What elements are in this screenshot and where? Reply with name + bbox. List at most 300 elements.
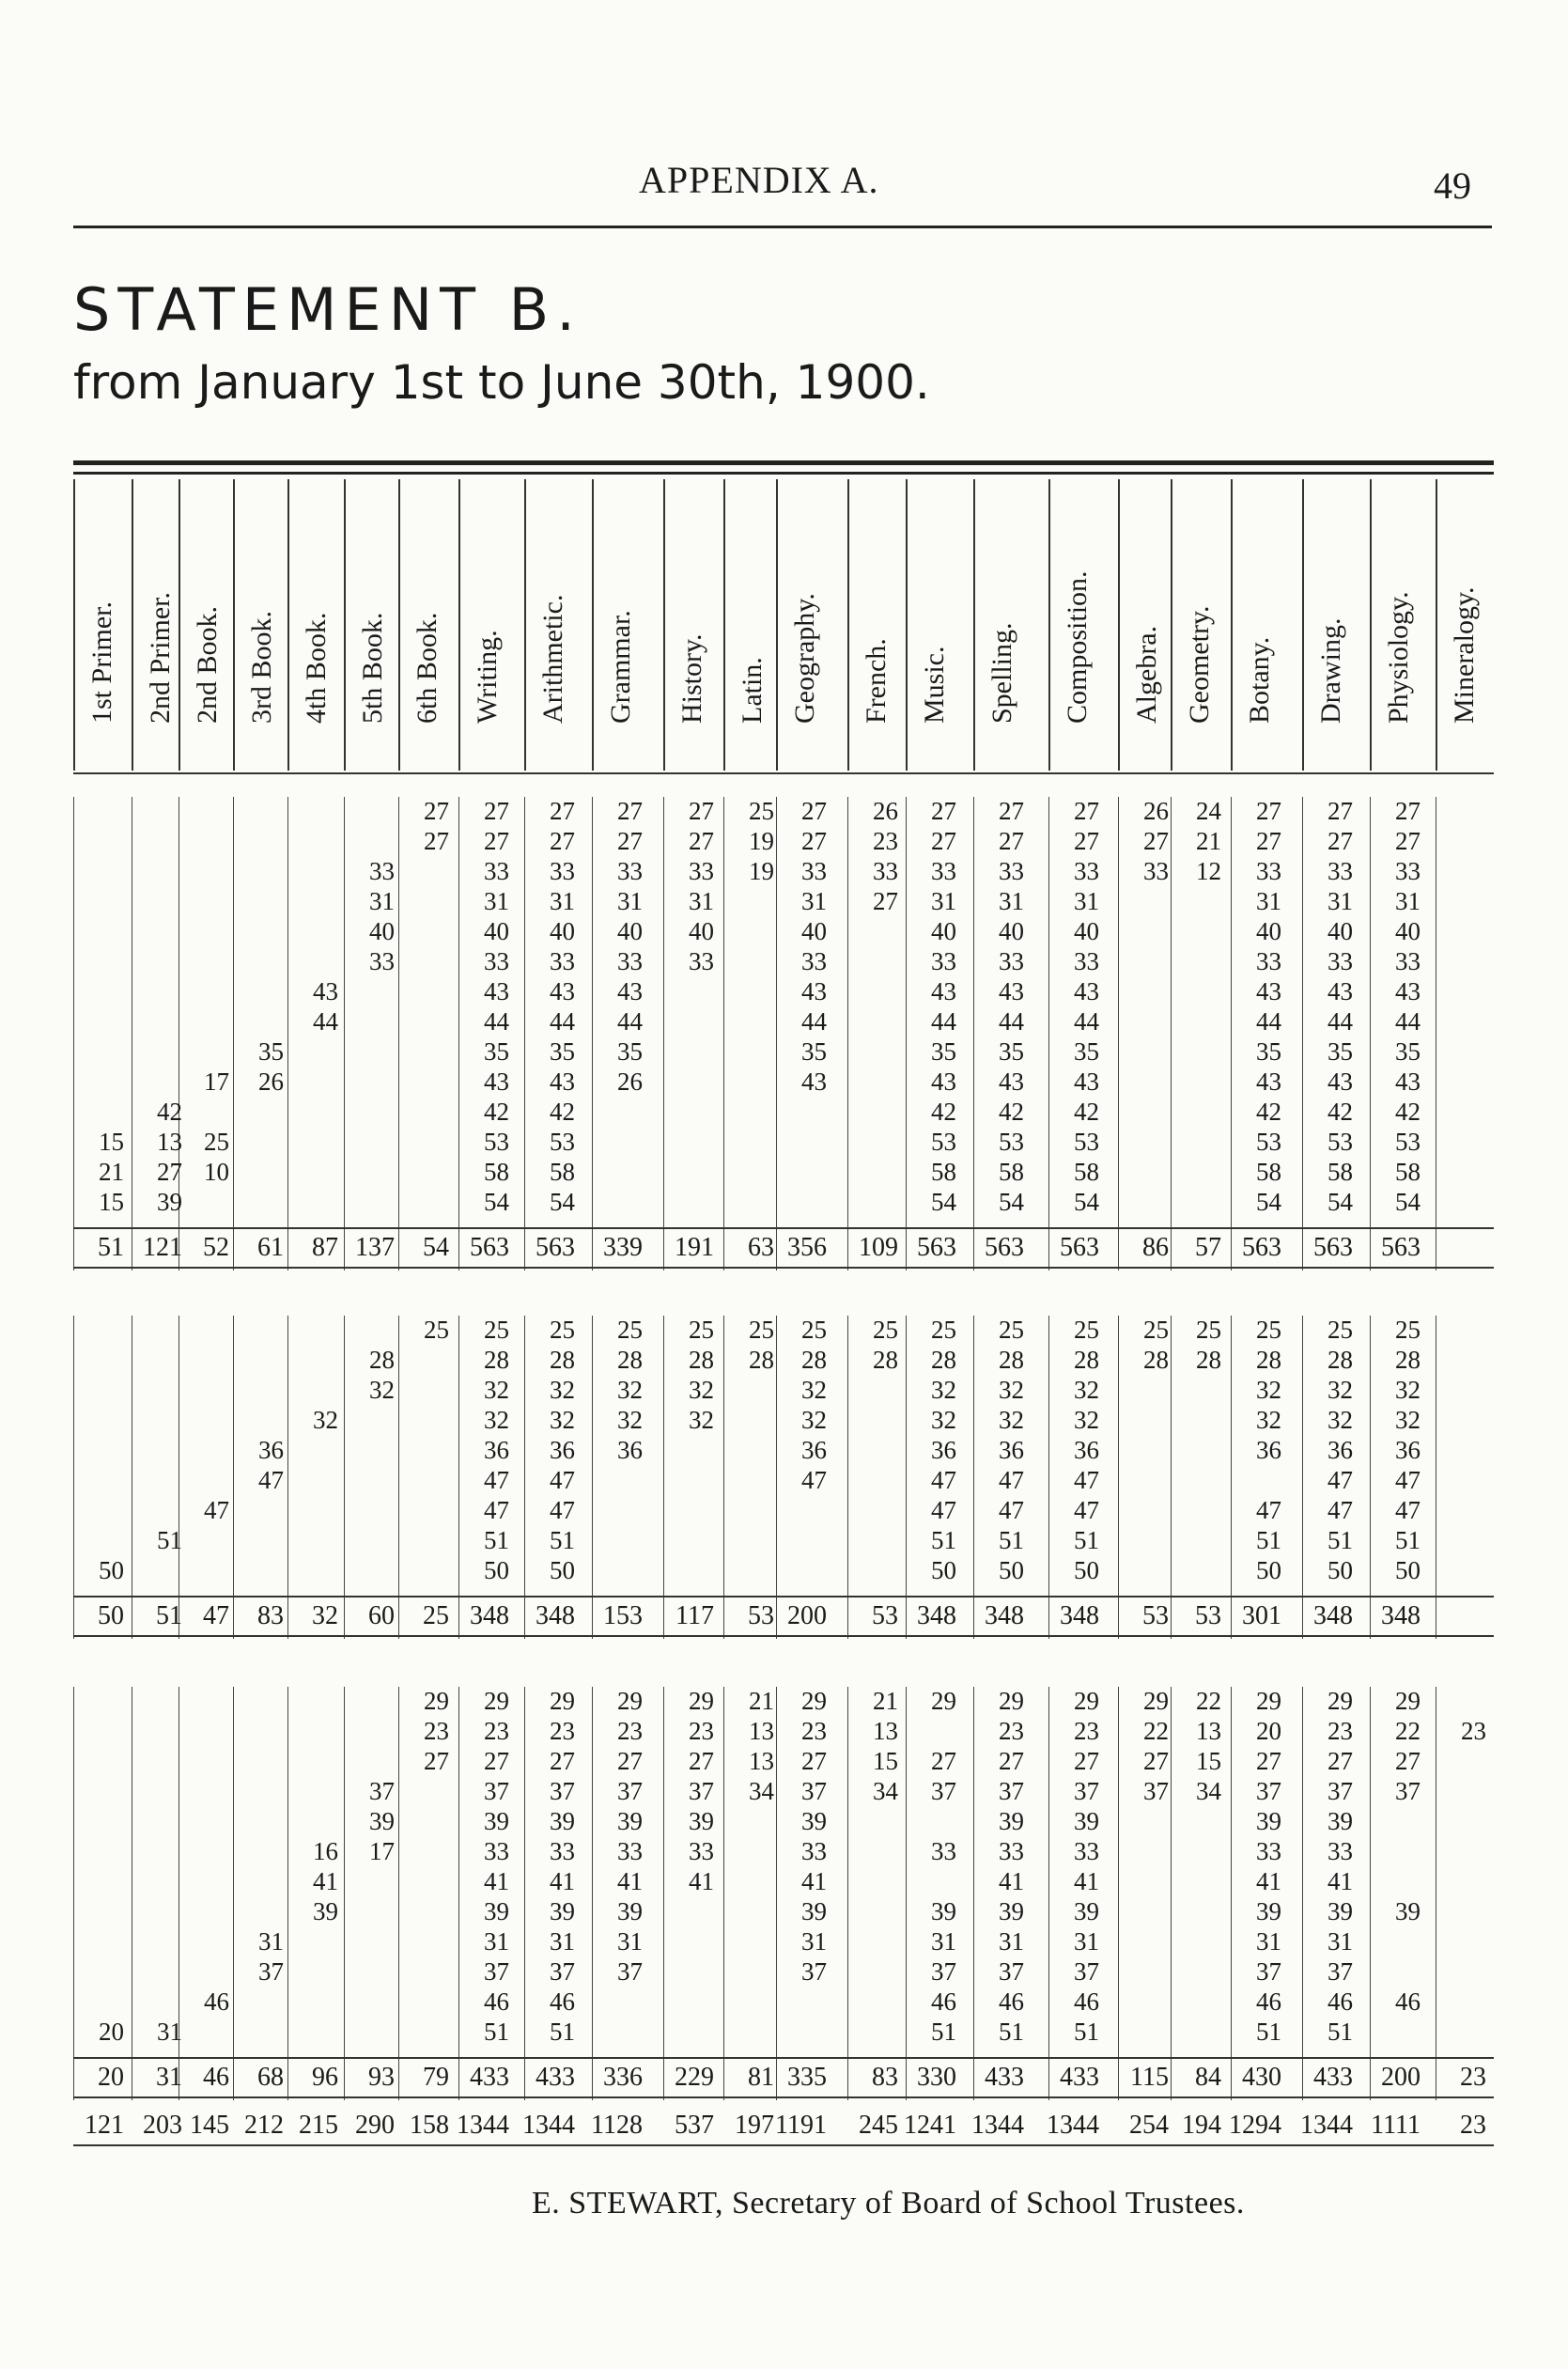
statement-subtitle: from January 1st to June 30th, 1900. xyxy=(73,355,930,410)
school-block xyxy=(73,1687,1494,2100)
table-cell: 47 xyxy=(484,1466,509,1494)
table-cell: 27 xyxy=(550,797,575,825)
table-cell: 25 xyxy=(749,797,774,825)
table-cell: 36 xyxy=(258,1436,284,1464)
table-cell: 25 xyxy=(424,1316,449,1344)
block-total-row xyxy=(73,2057,1494,2098)
table-cell: 36 xyxy=(484,1436,509,1464)
table-cell: 21 xyxy=(749,1687,774,1715)
table-cell: 36 xyxy=(1327,1436,1353,1464)
table-top-rule xyxy=(73,460,1494,465)
table-cell: 28 xyxy=(931,1346,956,1374)
signature-line: E. STEWART, Secretary of Board of School Trustees. xyxy=(532,2186,1245,2221)
table-cell: 54 xyxy=(999,1188,1024,1216)
table-cell: 35 xyxy=(1074,1037,1099,1066)
table-cell: 26 xyxy=(1143,797,1169,825)
table-cell: 44 xyxy=(1395,1007,1421,1036)
table-cell: 40 xyxy=(1395,917,1421,945)
table-cell: 33 xyxy=(689,1837,714,1865)
table-cell: 33 xyxy=(999,857,1024,885)
total-cell: 51 xyxy=(98,1233,124,1262)
table-cell: 39 xyxy=(550,1897,575,1925)
table-cell: 32 xyxy=(1395,1376,1421,1404)
table-cell: 32 xyxy=(313,1406,338,1434)
grand-total-row xyxy=(73,2105,1494,2146)
table-cell: 43 xyxy=(931,1068,956,1096)
table-cell: 27 xyxy=(1256,827,1281,855)
table-cell: 39 xyxy=(484,1897,509,1925)
table-cell: 23 xyxy=(484,1717,509,1745)
total-cell: 50 xyxy=(98,1601,124,1630)
grand-total-cell: 1111 xyxy=(1371,2111,1421,2140)
table-cell: 32 xyxy=(931,1376,956,1404)
table-cell: 33 xyxy=(931,857,956,885)
table-cell: 32 xyxy=(689,1376,714,1404)
table-cell: 35 xyxy=(484,1037,509,1066)
table-cell: 47 xyxy=(204,1496,229,1524)
table-cell: 37 xyxy=(689,1777,714,1805)
table-cell: 31 xyxy=(484,1927,509,1956)
block-total-row xyxy=(73,1596,1494,1637)
total-cell: 433 xyxy=(1060,2063,1099,2092)
table-cell: 58 xyxy=(1074,1158,1099,1186)
table-cell: 39 xyxy=(617,1897,643,1925)
table-cell: 44 xyxy=(550,1007,575,1036)
table-cell: 32 xyxy=(617,1376,643,1404)
total-cell: 137 xyxy=(355,1233,395,1262)
table-cell: 31 xyxy=(484,887,509,915)
table-cell: 43 xyxy=(1327,977,1353,1005)
table-cell: 33 xyxy=(801,857,827,885)
table-cell: 28 xyxy=(873,1346,898,1374)
grand-total-cell: 1344 xyxy=(1047,2111,1099,2140)
table-cell: 33 xyxy=(801,1837,827,1865)
column-header xyxy=(1231,479,1287,771)
table-cell: 31 xyxy=(617,887,643,915)
table-cell: 47 xyxy=(484,1496,509,1524)
total-cell: 96 xyxy=(312,2063,338,2092)
table-cell: 46 xyxy=(1256,1987,1281,2016)
total-cell: 356 xyxy=(787,1233,827,1262)
table-cell: 37 xyxy=(1074,1957,1099,1986)
table-cell: 33 xyxy=(689,857,714,885)
column-header-label: History. xyxy=(676,633,707,724)
table-cell: 43 xyxy=(550,977,575,1005)
table-cell: 29 xyxy=(1395,1687,1421,1715)
table-cell: 25 xyxy=(1143,1316,1169,1344)
column-header-label: Geography. xyxy=(789,593,820,724)
table-cell: 32 xyxy=(1074,1406,1099,1434)
table-cell: 25 xyxy=(873,1316,898,1344)
table-cell: 58 xyxy=(931,1158,956,1186)
table-cell: 37 xyxy=(1143,1777,1169,1805)
table-cell: 28 xyxy=(749,1346,774,1374)
table-cell: 27 xyxy=(931,827,956,855)
table-cell: 42 xyxy=(550,1098,575,1126)
column-header-label: Grammar. xyxy=(605,610,636,724)
total-cell: 336 xyxy=(603,2063,643,2092)
table-cell: 27 xyxy=(1327,1747,1353,1775)
total-cell: 63 xyxy=(748,1233,774,1262)
grand-total-cell: 1344 xyxy=(522,2111,575,2140)
grand-total-cell: 145 xyxy=(190,2111,229,2140)
table-cell: 51 xyxy=(931,1526,956,1554)
table-cell: 41 xyxy=(313,1867,338,1895)
grand-total-cell: 245 xyxy=(859,2111,898,2140)
table-cell: 22 xyxy=(1196,1687,1221,1715)
total-cell: 84 xyxy=(1195,2063,1221,2092)
table-cell: 27 xyxy=(484,797,509,825)
table-cell: 54 xyxy=(1327,1188,1353,1216)
grand-total-cell: 1294 xyxy=(1229,2111,1281,2140)
grand-total-cell: 203 xyxy=(143,2111,182,2140)
column-header-label: Algebra. xyxy=(1131,625,1162,724)
table-cell: 28 xyxy=(550,1346,575,1374)
table-cell: 43 xyxy=(313,977,338,1005)
table-cell: 27 xyxy=(1074,797,1099,825)
column-header-label: 4th Book. xyxy=(301,612,332,724)
table-cell: 42 xyxy=(1256,1098,1281,1126)
total-cell: 60 xyxy=(368,1601,395,1630)
table-cell: 54 xyxy=(1074,1188,1099,1216)
table-cell: 39 xyxy=(931,1897,956,1925)
grand-total-cell: 1241 xyxy=(904,2111,956,2140)
table-cell: 27 xyxy=(1143,1747,1169,1775)
table-cell: 27 xyxy=(484,827,509,855)
column-header xyxy=(723,479,780,771)
table-cell: 27 xyxy=(1256,797,1281,825)
total-cell: 229 xyxy=(675,2063,714,2092)
table-cell: 44 xyxy=(484,1007,509,1036)
column-divider xyxy=(233,1687,234,2100)
table-cell: 51 xyxy=(550,1526,575,1554)
table-cell: 39 xyxy=(801,1897,827,1925)
table-cell: 33 xyxy=(617,947,643,975)
column-header-label: Writing. xyxy=(472,630,503,724)
table-cell: 33 xyxy=(1074,1837,1099,1865)
total-cell: 563 xyxy=(536,1233,575,1262)
table-cell: 25 xyxy=(1256,1316,1281,1344)
table-cell: 35 xyxy=(801,1037,827,1066)
table-cell: 40 xyxy=(1256,917,1281,945)
statement-title: STATEMENT B. xyxy=(73,275,582,344)
table-cell: 31 xyxy=(550,1927,575,1956)
table-cell: 23 xyxy=(873,827,898,855)
table-cell: 40 xyxy=(689,917,714,945)
table-cell: 43 xyxy=(1074,977,1099,1005)
table-cell: 15 xyxy=(99,1128,124,1156)
column-header-label: 5th Book. xyxy=(357,612,388,724)
table-cell: 35 xyxy=(258,1037,284,1066)
table-cell: 32 xyxy=(801,1376,827,1404)
total-cell: 433 xyxy=(1313,2063,1353,2092)
table-cell: 39 xyxy=(689,1807,714,1835)
table-cell: 53 xyxy=(550,1128,575,1156)
table-cell: 46 xyxy=(1074,1987,1099,2016)
table-cell: 35 xyxy=(1256,1037,1281,1066)
table-cell: 27 xyxy=(1327,797,1353,825)
column-header-label: 1st Primer. xyxy=(86,600,117,724)
table-cell: 40 xyxy=(617,917,643,945)
total-rule xyxy=(73,1267,1494,1269)
table-cell: 27 xyxy=(424,797,449,825)
table-cell: 27 xyxy=(689,827,714,855)
table-cell: 32 xyxy=(1256,1376,1281,1404)
table-cell: 51 xyxy=(484,1526,509,1554)
table-cell: 39 xyxy=(999,1807,1024,1835)
table-cell: 22 xyxy=(1143,1717,1169,1745)
table-cell: 31 xyxy=(369,887,395,915)
table-cell: 43 xyxy=(801,1068,827,1096)
table-cell: 37 xyxy=(1256,1777,1281,1805)
table-cell: 33 xyxy=(550,1837,575,1865)
table-cell: 33 xyxy=(550,857,575,885)
table-cell: 31 xyxy=(1074,1927,1099,1956)
table-cell: 33 xyxy=(801,947,827,975)
table-cell: 40 xyxy=(931,917,956,945)
table-cell: 29 xyxy=(484,1687,509,1715)
table-cell: 31 xyxy=(157,2018,182,2046)
table-cell: 25 xyxy=(801,1316,827,1344)
total-cell: 348 xyxy=(1381,1601,1421,1630)
table-cell: 33 xyxy=(1143,857,1169,885)
table-cell: 44 xyxy=(1256,1007,1281,1036)
table-cell: 42 xyxy=(1327,1098,1353,1126)
table-cell: 28 xyxy=(1395,1346,1421,1374)
total-cell: 83 xyxy=(257,1601,284,1630)
table-cell: 37 xyxy=(1327,1957,1353,1986)
table-cell: 29 xyxy=(550,1687,575,1715)
table-cell: 16 xyxy=(313,1837,338,1865)
table-cell: 27 xyxy=(931,1747,956,1775)
table-cell: 53 xyxy=(999,1128,1024,1156)
table-cell: 51 xyxy=(1256,1526,1281,1554)
table-cell: 37 xyxy=(550,1957,575,1986)
table-cell: 31 xyxy=(1395,887,1421,915)
total-cell: 23 xyxy=(1460,2063,1486,2092)
table-cell: 46 xyxy=(999,1987,1024,2016)
column-header-label: 6th Book. xyxy=(411,612,442,724)
total-cell: 433 xyxy=(470,2063,509,2092)
table-cell: 47 xyxy=(1395,1496,1421,1524)
grand-total-cell: 537 xyxy=(675,2111,714,2140)
table-cell: 31 xyxy=(801,1927,827,1956)
table-cell: 50 xyxy=(1074,1556,1099,1584)
table-cell: 42 xyxy=(157,1098,182,1126)
table-cell: 27 xyxy=(801,1747,827,1775)
running-title: APPENDIX A. xyxy=(639,159,879,201)
table-cell: 32 xyxy=(369,1376,395,1404)
table-cell: 50 xyxy=(1256,1556,1281,1584)
table-cell: 37 xyxy=(999,1777,1024,1805)
table-cell: 46 xyxy=(1395,1987,1421,2016)
running-head xyxy=(0,158,1568,205)
table-cell: 33 xyxy=(1327,1837,1353,1865)
column-header xyxy=(179,479,235,771)
table-cell: 44 xyxy=(1327,1007,1353,1036)
table-cell: 47 xyxy=(1327,1466,1353,1494)
table-cell: 33 xyxy=(484,1837,509,1865)
table-cell: 33 xyxy=(1074,857,1099,885)
total-cell: 330 xyxy=(917,2063,956,2092)
table-cell: 36 xyxy=(1256,1436,1281,1464)
table-cell: 29 xyxy=(617,1687,643,1715)
table-cell: 20 xyxy=(1256,1717,1281,1745)
table-cell: 27 xyxy=(1074,827,1099,855)
header-rule xyxy=(73,226,1492,228)
column-header-label: Mineralogy. xyxy=(1449,586,1480,724)
table-cell: 13 xyxy=(749,1747,774,1775)
table-cell: 39 xyxy=(550,1807,575,1835)
table-cell: 58 xyxy=(999,1158,1024,1186)
table-cell: 42 xyxy=(931,1098,956,1126)
table-cell: 51 xyxy=(999,1526,1024,1554)
column-header xyxy=(847,479,904,771)
table-cell: 47 xyxy=(258,1466,284,1494)
grand-total-cell: 212 xyxy=(244,2111,284,2140)
table-cell: 20 xyxy=(99,2018,124,2046)
table-cell: 54 xyxy=(1256,1188,1281,1216)
table-cell: 37 xyxy=(258,1957,284,1986)
table-cell: 27 xyxy=(999,827,1024,855)
table-cell: 37 xyxy=(1395,1777,1421,1805)
table-cell: 41 xyxy=(550,1867,575,1895)
table-cell: 27 xyxy=(873,887,898,915)
table-cell: 33 xyxy=(1395,857,1421,885)
column-divider xyxy=(344,1687,345,2100)
grand-total-cell: 290 xyxy=(355,2111,395,2140)
table-cell: 27 xyxy=(617,797,643,825)
table-cell: 29 xyxy=(1327,1687,1353,1715)
table-cell: 26 xyxy=(873,797,898,825)
column-header-label: French. xyxy=(861,638,892,724)
column-header xyxy=(524,479,581,771)
column-header xyxy=(1302,479,1358,771)
table-cell: 33 xyxy=(369,857,395,885)
total-rule xyxy=(73,1635,1494,1637)
table-cell: 53 xyxy=(931,1128,956,1156)
table-cell: 27 xyxy=(999,797,1024,825)
table-cell: 25 xyxy=(689,1316,714,1344)
table-cell: 39 xyxy=(1256,1897,1281,1925)
table-cell: 29 xyxy=(424,1687,449,1715)
column-divider xyxy=(233,797,234,1270)
table-cell: 31 xyxy=(801,887,827,915)
table-cell: 17 xyxy=(204,1068,229,1096)
grand-total-cell: 121 xyxy=(85,2111,124,2140)
total-cell: 348 xyxy=(1313,1601,1353,1630)
total-cell: 53 xyxy=(1142,1601,1169,1630)
table-cell: 43 xyxy=(1395,1068,1421,1096)
table-cell: 44 xyxy=(931,1007,956,1036)
table-cell: 41 xyxy=(617,1867,643,1895)
school-block xyxy=(73,1316,1494,1639)
table-cell: 37 xyxy=(931,1957,956,1986)
table-cell: 33 xyxy=(1327,947,1353,975)
table-cell: 47 xyxy=(1256,1496,1281,1524)
total-cell: 563 xyxy=(470,1233,509,1262)
table-cell: 37 xyxy=(617,1777,643,1805)
table-cell: 36 xyxy=(1395,1436,1421,1464)
table-cell: 37 xyxy=(1256,1957,1281,1986)
table-cell: 42 xyxy=(999,1098,1024,1126)
column-header-label: Botany. xyxy=(1244,636,1275,724)
column-divider xyxy=(73,1316,74,1639)
table-cell: 23 xyxy=(550,1717,575,1745)
total-cell: 200 xyxy=(787,1601,827,1630)
total-cell: 86 xyxy=(1142,1233,1169,1262)
table-cell: 29 xyxy=(801,1687,827,1715)
table-cell: 10 xyxy=(204,1158,229,1186)
grand-total-cell: 1128 xyxy=(591,2111,643,2140)
table-cell: 50 xyxy=(550,1556,575,1584)
table-cell: 28 xyxy=(484,1346,509,1374)
table-cell: 23 xyxy=(1461,1717,1486,1745)
table-cell: 28 xyxy=(617,1346,643,1374)
table-cell: 39 xyxy=(313,1897,338,1925)
table-cell: 51 xyxy=(1256,2018,1281,2046)
total-cell: 348 xyxy=(536,1601,575,1630)
table-cell: 47 xyxy=(931,1496,956,1524)
school-block xyxy=(73,797,1494,1270)
table-cell: 33 xyxy=(550,947,575,975)
table-cell: 33 xyxy=(999,1837,1024,1865)
column-header-label: 3rd Book. xyxy=(246,611,277,724)
table-cell: 43 xyxy=(617,977,643,1005)
total-cell: 348 xyxy=(1060,1601,1099,1630)
table-cell: 51 xyxy=(1327,2018,1353,2046)
column-header-label: Geometry. xyxy=(1184,605,1215,724)
table-cell: 33 xyxy=(1256,857,1281,885)
table-cell: 28 xyxy=(801,1346,827,1374)
table-cell: 31 xyxy=(999,1927,1024,1956)
page-number: 49 xyxy=(1434,164,1471,207)
total-cell: 339 xyxy=(603,1233,643,1262)
table-cell: 53 xyxy=(484,1128,509,1156)
column-header xyxy=(906,479,962,771)
table-cell: 28 xyxy=(689,1346,714,1374)
total-cell: 433 xyxy=(985,2063,1024,2092)
table-cell: 39 xyxy=(1327,1807,1353,1835)
header-bottom-rule xyxy=(73,772,1494,774)
table-cell: 51 xyxy=(157,1526,182,1554)
table-cell: 32 xyxy=(550,1376,575,1404)
table-cell: 32 xyxy=(484,1406,509,1434)
table-cell: 31 xyxy=(258,1927,284,1956)
table-cell: 28 xyxy=(1143,1346,1169,1374)
table-cell: 51 xyxy=(550,2018,575,2046)
table-cell: 40 xyxy=(1327,917,1353,945)
table-cell: 35 xyxy=(617,1037,643,1066)
table-cell: 31 xyxy=(931,1927,956,1956)
table-cell: 36 xyxy=(931,1436,956,1464)
table-cell: 25 xyxy=(999,1316,1024,1344)
table-top-rule-inner xyxy=(73,472,1494,475)
table-cell: 41 xyxy=(999,1867,1024,1895)
table-cell: 39 xyxy=(369,1807,395,1835)
total-cell: 46 xyxy=(203,2063,229,2092)
table-cell: 19 xyxy=(749,857,774,885)
table-cell: 50 xyxy=(1395,1556,1421,1584)
table-cell: 43 xyxy=(1256,1068,1281,1096)
table-cell: 31 xyxy=(689,887,714,915)
total-cell: 47 xyxy=(203,1601,229,1630)
table-cell: 25 xyxy=(1395,1316,1421,1344)
grand-total-cell: 254 xyxy=(1129,2111,1169,2140)
table-cell: 40 xyxy=(484,917,509,945)
table-cell: 27 xyxy=(689,797,714,825)
table-cell: 41 xyxy=(1074,1867,1099,1895)
